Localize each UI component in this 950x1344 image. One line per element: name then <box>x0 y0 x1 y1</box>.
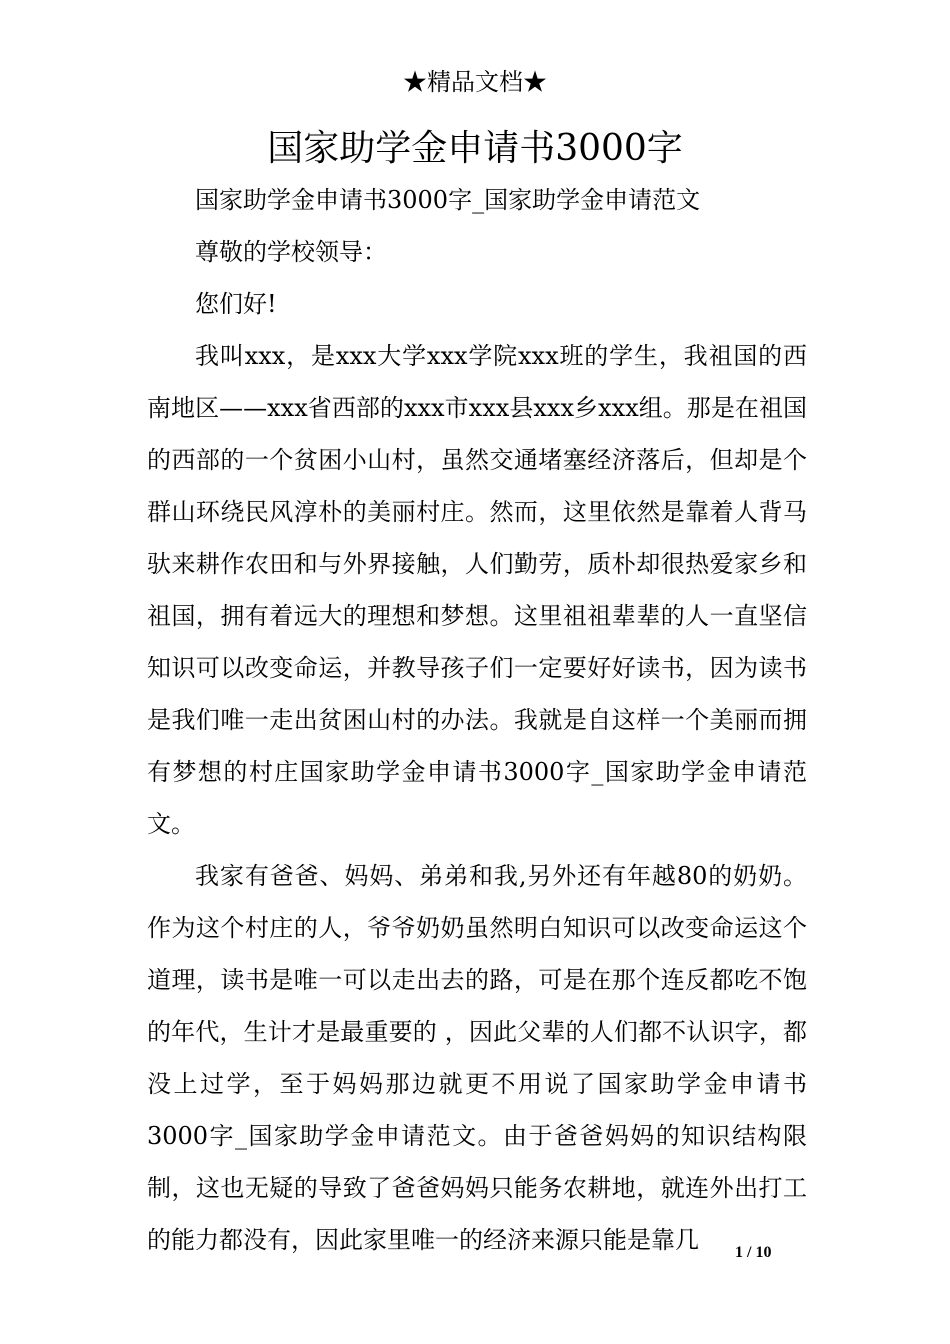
document-title: 国家助学金申请书3000字 <box>267 128 683 169</box>
header-mark: ★精品文档★ <box>403 68 547 96</box>
body-paragraph: 我家有爸爸、妈妈、弟弟和我,另外还有年越80的奶奶。作为这个村庄的人，爷爷奶奶虽然明白知识可以改变命运这个道理，读书是唯一可以走出去的路，可是在那个连反都吃不饱的年代，生计才是最重要的 ，因此父辈的人们都不认识字，都没上过学，至于妈妈那边就更不用说了国家助学金申请书3000字_国家助学金申请范文。由于爸爸妈妈的知识结构限制，这也无疑的导致了爸爸妈妈只能务农耕地，就连外出打工的能力都没有，因此家里唯一的经济来源只能是靠几 <box>147 862 807 1254</box>
page-number: 1 / 10 <box>735 1244 772 1261</box>
body-paragraph: 我叫xxx，是xxx大学xxx学院xxx班的学生，我祖国的西南地区——xxx省西部的xxx市xxx县xxx乡xxx组。那是在祖国的西部的一个贫困小山村，虽然交通堵塞经济落后，但却是个群山环绕民风淳朴的美丽村庄。然而，这里依然是靠着人背马驮来耕作农田和与外界接触，人们勤劳，质朴却很热爱家乡和祖国，拥有着远大的理想和梦想。这里祖祖辈辈的人一直坚信知识可以改变命运，并教导孩子们一定要好好读书，因为读书是我们唯一走出贫困山村的办法。我就是自这样一个美丽而拥有梦想的村庄国家助学金申请书3000字_国家助学金申请范文。 <box>147 342 807 838</box>
subtitle-line: 国家助学金申请书3000字_国家助学金申请范文 <box>195 186 701 214</box>
salutation: 尊敬的学校领导： <box>195 238 387 266</box>
greeting: 您们好! <box>195 290 277 318</box>
document-body <box>147 174 807 1266</box>
